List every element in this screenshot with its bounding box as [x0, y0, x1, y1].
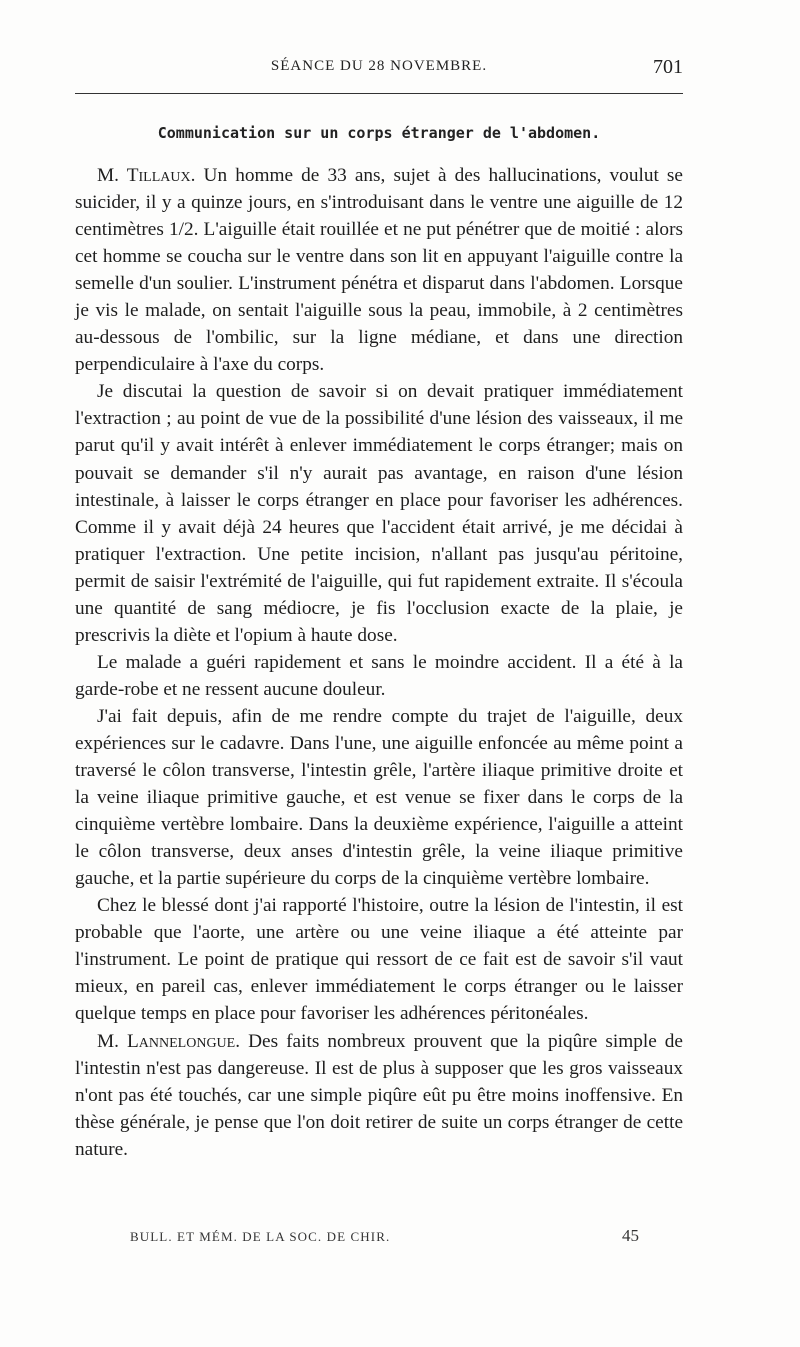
- footer-signature: 45: [622, 1226, 639, 1245]
- header-rule: [75, 93, 683, 94]
- paragraph-text: J'ai fait depuis, afin de me rendre compte du trajet de l'aiguille, deux expériences sur le cadavre. Dans l'une, une aiguille enfoncée au même point a traversé le côlon transverse, l'intestin grêle, l'artère iliaque primitive droite et la veine iliaque primitive gauche, et est venue se fixer dans le corps de la cinquième vertèbre lombaire. Dans la deuxième expérience, l'aiguille a atteint le côlon transverse, deux anses d'intestin grêle, la veine iliaque primitive gauche, et la partie supérieure du corps de la cinquième vertèbre lombaire.: [75, 705, 683, 890]
- paragraph-text: Des faits nombreux prouvent que la piqûre simple de l'intestin n'est pas dangereuse. Il est de plus à supposer que les gros vaisseaux n'ont pas été touchés, car une simple piqûre eût pu être moins inoffensive. En thèse générale, je pense que l'on doit retirer de suite un corps étranger de cette nature.: [75, 1030, 683, 1160]
- speaker-name: M. Lannelongue.: [97, 1030, 241, 1052]
- paragraph-text: Un homme de 33 ans, sujet à des hallucinations, voulut se suicider, il y a quinze jours, en s'introduisant dans le ventre une aiguille de 12 centimètres 1/2. L'aiguille était rouillée et ne put pénétrer que de moitié : alors cet homme se coucha sur le ventre dans son lit en appuyant l'aiguille contre la semelle d'un soulier. L'instrument pénétra et disparut dans l'abdomen. Lorsque je vis le malade, on sentait l'aiguille sous la peau, immobile, à 2 centimètres au-dessous de l'ombilic, sur la ligne médiane, et dans une direction perpendiculaire à l'axe du corps.: [75, 165, 683, 376]
- body-text: [75, 162, 683, 1163]
- paragraph-text: Chez le blessé dont j'ai rapporté l'histoire, outre la lésion de l'intestin, il est probable que l'aorte, une artère ou une veine iliaque a été atteinte par l'instrument. Le point de pratique qui ressort de ce fait est de savoir s'il vaut mieux, en pareil cas, enlever immédiatement le corps étranger ou le laisser quelque temps en place pour favoriser les adhérences péritonéales.: [75, 895, 683, 1025]
- paragraph-conclusion: [75, 892, 683, 1027]
- section-heading: Communication sur un corps étranger de l'abdomen.: [157, 124, 601, 142]
- paragraph-discussion: [75, 378, 683, 648]
- paragraph-tillaux-intro: [75, 162, 683, 378]
- page-number: 701: [653, 56, 683, 78]
- running-header: [75, 58, 683, 86]
- paragraph-text: Je discutai la question de savoir si on devait pratiquer immédiatement l'extraction ; au point de vue de la possibilité d'une lésion des vaisseaux, il me parut qu'il y avait intérêt à enlever immédiatement le corps étranger; mais on pouvait se demander s'il n'y aurait pas avantage, en raison d'une lésion intestinale, à laisser le corps étranger en place pour favoriser les adhérences. Comme il y avait déjà 24 heures que l'accident était arrivé, je me décidai à pratiquer l'extraction. Une petite incision, n'allant pas jusqu'au péritoine, permit de saisir l'extrémité de l'aiguille, qui fut rapidement extraite. Il s'écoula une quantité de sang médiocre, je fis l'occlusion exacte de la plaie, je prescrivis la diète et l'opium à haute dose.: [75, 381, 683, 646]
- footer-journal: BULL. ET MÉM. DE LA SOC. DE CHIR.: [130, 1229, 391, 1244]
- running-title: SÉANCE DU 28 NOVEMBRE.: [270, 58, 488, 74]
- paragraph-lannelongue: [75, 1028, 683, 1163]
- speaker-name: M. Tillaux.: [97, 165, 196, 186]
- paragraph-experiments: [75, 703, 683, 892]
- paragraph-recovery: [75, 649, 683, 703]
- paragraph-text: Le malade a guéri rapidement et sans le moindre accident. Il a été à la garde-robe et ne ressent aucune douleur.: [75, 651, 683, 700]
